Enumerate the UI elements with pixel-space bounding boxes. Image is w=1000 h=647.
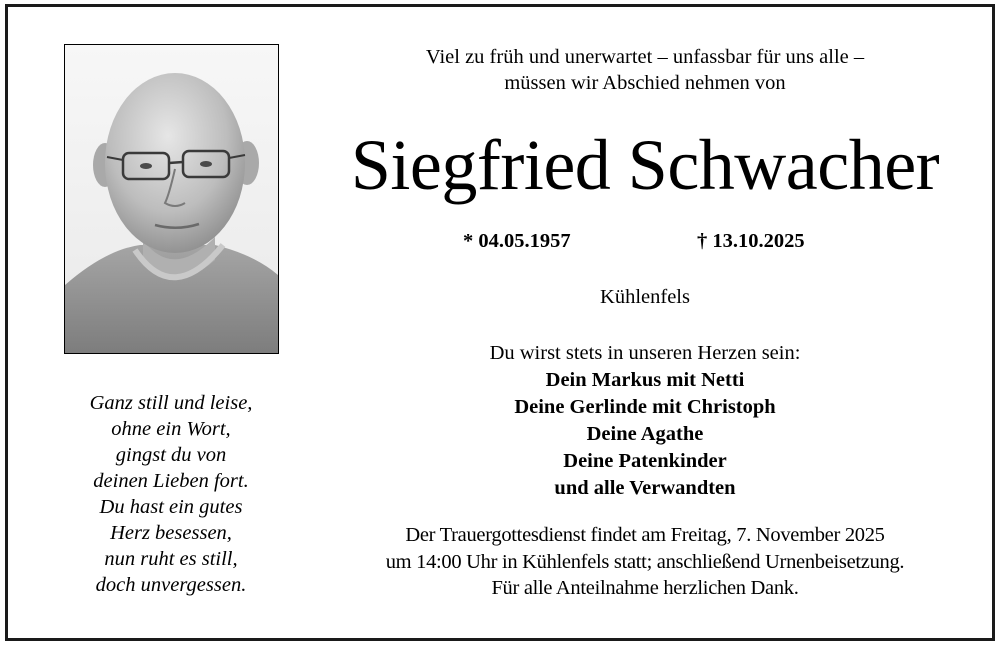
mourners-heading: Du wirst stets in unseren Herzen sein: [489, 342, 801, 364]
mourner-name: Dein Markus mit Netti [545, 369, 745, 391]
poem-line: deinen Lieben fort. [93, 470, 249, 492]
mourner-name: Deine Agathe [586, 423, 704, 445]
mourner-name: Deine Gerlinde mit Christoph [514, 396, 776, 418]
mourner-name: und alle Verwandten [554, 477, 736, 499]
poem-line: Herz besessen, [110, 522, 232, 544]
deceased-name: Siegfried Schwacher [350, 125, 940, 205]
intro-line: müssen wir Abschied nehmen von [504, 72, 786, 94]
intro-text [300, 44, 990, 96]
intro-line: Viel zu früh und unerwartet – unfassbar für uns alle – [425, 46, 865, 68]
portrait-photo [64, 44, 279, 354]
place-of-residence: Kühlenfels [600, 286, 690, 308]
poem-line: ohne ein Wort, [111, 418, 231, 440]
poem-line: Du hast ein gutes [99, 496, 243, 518]
mourners-section [300, 340, 990, 502]
service-line: um 14:00 Uhr in Kühlenfels statt; anschließend Urnenbeisetzung. [385, 550, 905, 573]
poem [40, 390, 302, 598]
death-date: † 13.10.2025 [697, 230, 805, 252]
mourners-list [300, 367, 990, 502]
poem-line: doch unvergessen. [95, 574, 247, 596]
service-line: Der Trauergottesdienst findet am Freitag, 7. November 2025 [405, 524, 885, 546]
portrait-photo-icon [65, 45, 278, 353]
mourner-name: Deine Patenkinder [563, 450, 727, 472]
service-line: Für alle Anteilnahme herzlichen Dank. [491, 577, 799, 599]
service-info [300, 522, 990, 602]
poem-line: nun ruht es still, [104, 548, 238, 570]
poem-line: gingst du von [115, 444, 227, 466]
poem-line: Ganz still und leise, [89, 392, 253, 414]
birth-date: * 04.05.1957 [463, 230, 571, 252]
